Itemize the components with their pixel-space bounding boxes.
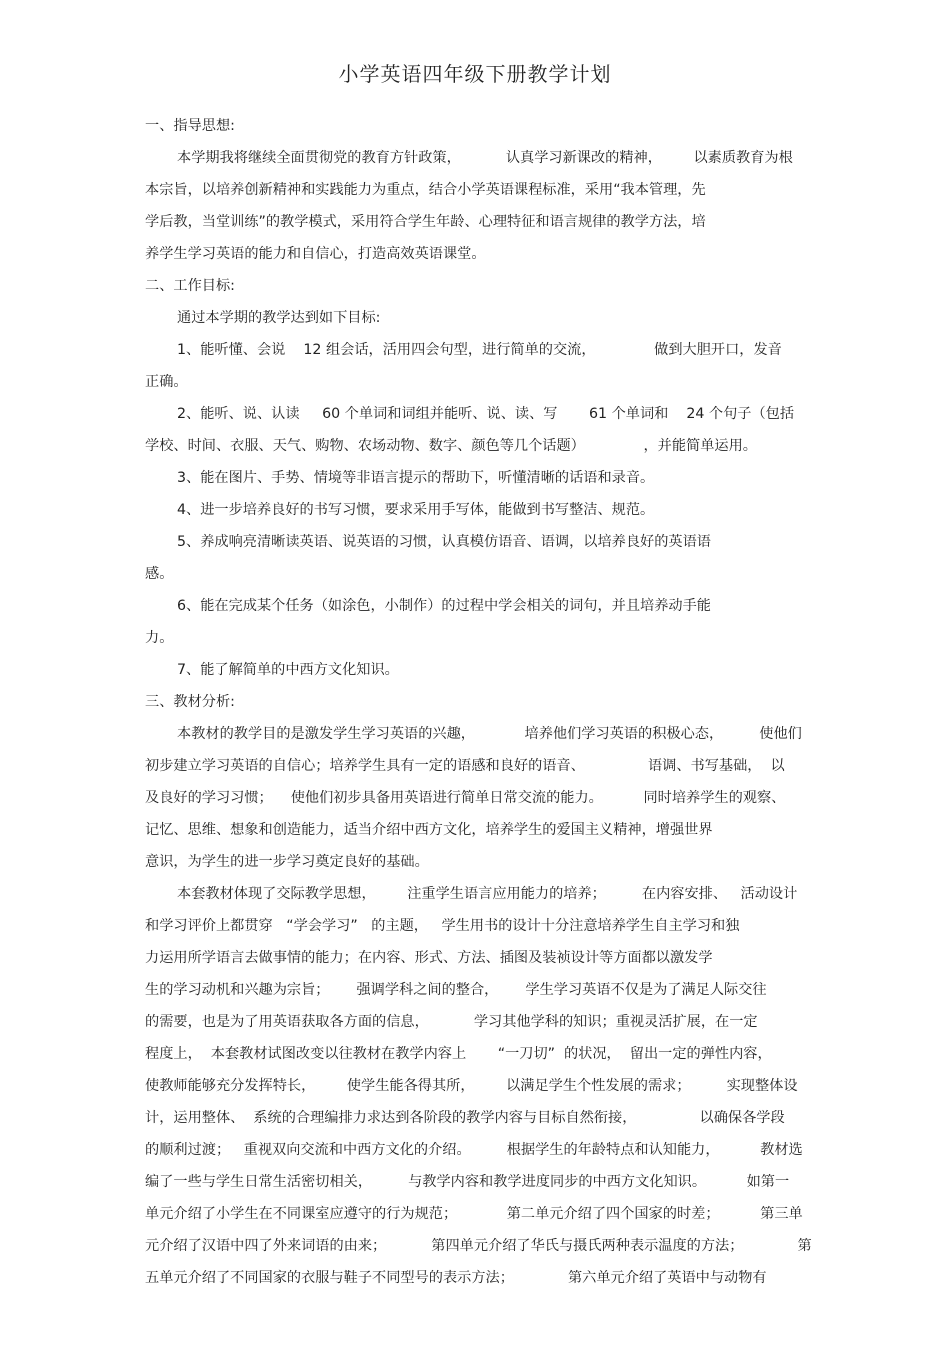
goal-item-7: 7、能了解简单的中西方文化知识。 [177, 662, 399, 678]
goal-item-2: 2、能听、说、认读 60 个单词和词组并能听、说、读、写 61 个单词和 24 个句子（包括 [177, 406, 795, 422]
paragraph-line: 的需要，也是为了用英语获取各方面的信息， 学习其他学科的知识；重视灵活扩展，在一定 [145, 1014, 758, 1030]
paragraph-line: 记忆、思维、想象和创造能力，适当介绍中西方文化，培养学生的爱国主义精神，增强世界 [145, 822, 713, 838]
paragraph-line: 五单元介绍了不同国家的衣服与鞋子不同型号的表示方法； 第六单元介绍了英语中与动物有 [145, 1270, 767, 1286]
paragraph-line: 和学习评价上都贯穿 “学会学习” 的主题， 学生用书的设计十分注意培养学生自主学习和独 [145, 918, 740, 934]
section-heading-textbook-analysis: 三、教材分析: [145, 694, 235, 710]
paragraph-line: 初步建立学习英语的自信心；培养学生具有一定的语感和良好的语音、 语调、书写基础， 以 [145, 758, 785, 774]
section-heading-guiding-ideology: 一、指导思想: [145, 118, 235, 134]
goal-item-5-cont: 感。 [145, 566, 174, 582]
paragraph-line: 单元介绍了小学生在不同课室应遵守的行为规范； 第二单元介绍了四个国家的时差； 第三单 [145, 1206, 803, 1222]
paragraph-line: 元介绍了汉语中四了外来词语的由来； 第四单元介绍了华氏与摄氏两种表示温度的方法； 第 [145, 1238, 812, 1254]
goal-item-1-cont: 正确。 [145, 374, 188, 390]
paragraph-line: 本学期我将继续全面贯彻党的教育方针政策， 认真学习新课改的精神， 以素质教育为根 [177, 150, 793, 166]
paragraph-line: 意识，为学生的进一步学习奠定良好的基础。 [145, 854, 429, 870]
goal-item-2-cont: 学校、时间、衣服、天气、购物、农场动物、数字、颜色等几个话题） ，并能简单运用。 [145, 438, 757, 454]
paragraph-line: 及良好的学习习惯； 使他们初步具备用英语进行简单日常交流的能力。 同时培养学生的观察、 [145, 790, 786, 806]
goal-item-6: 6、能在完成某个任务（如涂色，小制作）的过程中学会相关的词句，并且培养动手能 [177, 598, 711, 614]
document-title: 小学英语四年级下册教学计划 [338, 62, 612, 86]
paragraph-line: 程度上， 本套教材试图改变以往教材在教学内容上 “一刀切” 的状况， 留出一定的弹性内容， [145, 1046, 772, 1062]
paragraph-line: 学后教，当堂训练”的教学模式，采用符合学生年龄、心理特征和语言规律的教学方法，培 [145, 214, 706, 230]
paragraph-line: 生的学习动机和兴趣为宗旨； 强调学科之间的整合， 学生学习英语不仅是为了满足人际交往 [145, 982, 767, 998]
paragraph-line: 通过本学期的教学达到如下目标: [177, 310, 381, 326]
goal-item-6-cont: 力。 [145, 630, 174, 646]
paragraph-line: 计，运用整体、 系统的合理编排力求达到各阶段的教学内容与目标自然衔接， 以确保各学段 [145, 1110, 785, 1126]
paragraph-line: 力运用所学语言去做事情的能力；在内容、形式、方法、插图及装祯设计等方面都以激发学 [145, 950, 713, 966]
goal-item-3: 3、能在图片、手势、情境等非语言提示的帮助下，听懂清晰的话语和录音。 [177, 470, 655, 486]
paragraph-line: 养学生学习英语的能力和自信心，打造高效英语课堂。 [145, 246, 486, 262]
goal-item-1: 1、能听懂、会说 12 组会话，活用四会句型，进行简单的交流， 做到大胆开口，发音 [177, 342, 782, 358]
paragraph-line: 编了一些与学生日常生活密切相关， 与教学内容和教学进度同步的中西方文化知识。 如第一 [145, 1174, 790, 1190]
paragraph-line: 使教师能够充分发挥特长， 使学生能各得其所， 以满足学生个性发展的需求； 实现整体设 [145, 1078, 798, 1094]
paragraph-line: 本宗旨，以培养创新精神和实践能力为重点，结合小学英语课程标准，采用“我本管理，先 [145, 182, 706, 198]
goal-item-5: 5、养成响亮清晰读英语、说英语的习惯，认真模仿语音、语调，以培养良好的英语语 [177, 534, 711, 550]
paragraph-line: 本套教材体现了交际教学思想， 注重学生语言应用能力的培养； 在内容安排、 活动设计 [177, 886, 798, 902]
goal-item-4: 4、进一步培养良好的书写习惯，要求采用手写体，能做到书写整洁、规范。 [177, 502, 655, 518]
paragraph-line: 的顺利过渡； 重视双向交流和中西方文化的介绍。 根据学生的年龄特点和认知能力， 教材选 [145, 1142, 803, 1158]
section-heading-work-goals: 二、工作目标: [145, 278, 235, 294]
paragraph-line: 本教材的教学目的是激发学生学习英语的兴趣， 培养他们学习英语的积极心态， 使他们 [177, 726, 802, 742]
